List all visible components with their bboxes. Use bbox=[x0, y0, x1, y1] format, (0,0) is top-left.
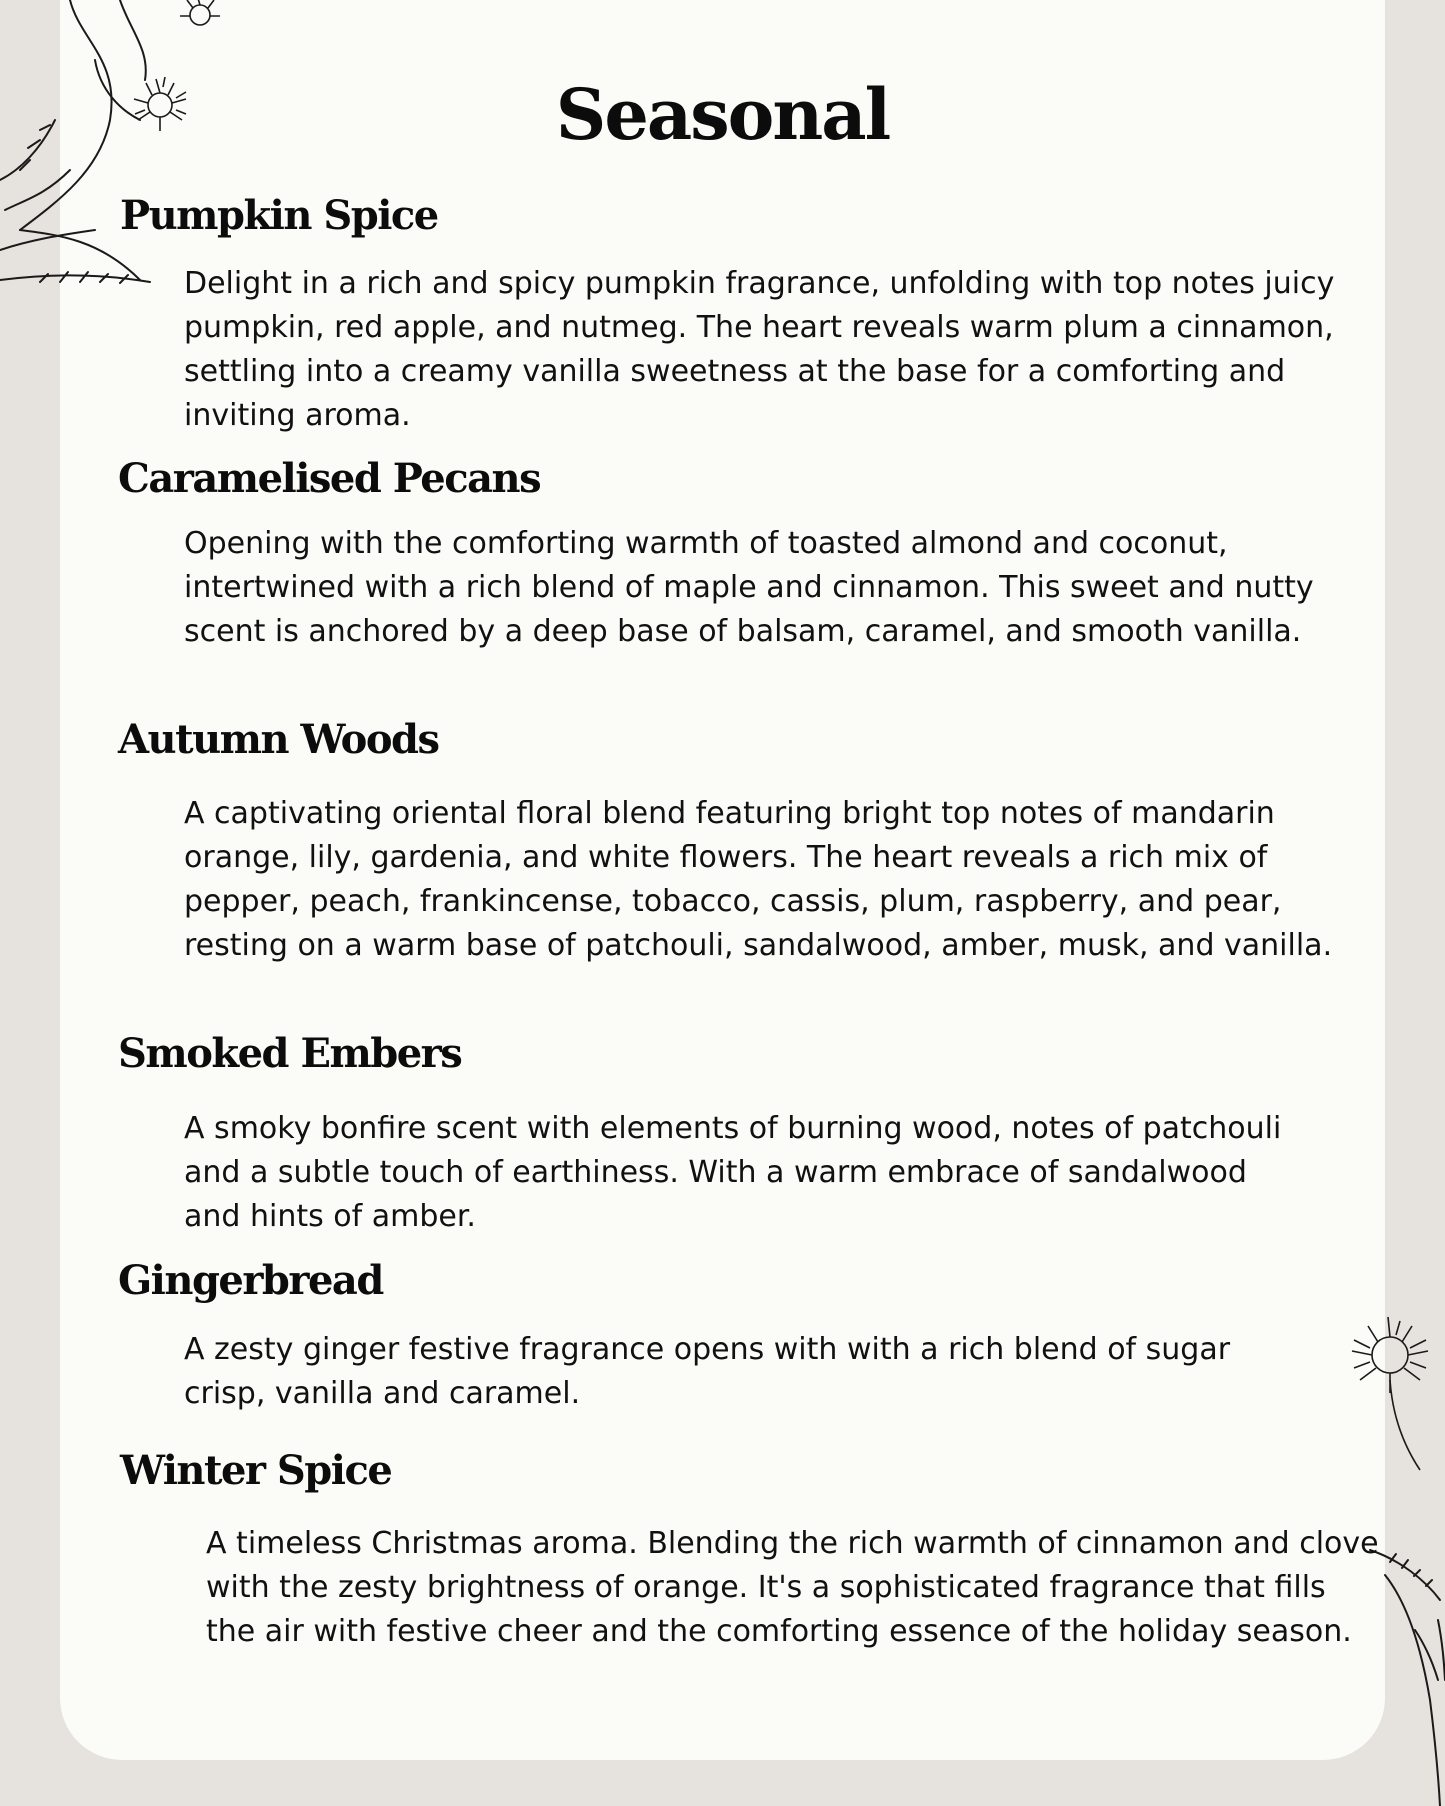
scent-description-winter-spice: A timeless Christmas aroma. Blending the rich warmth of cinnamon and clove with the zesty brightness of orange. It's a sophisticated fragrance that fills the air with festive cheer and the comforting essence of the holiday season. bbox=[206, 1526, 1379, 1649]
scent-name-pumpkin-spice: Pumpkin Spice bbox=[120, 192, 438, 239]
scent-name-autumn-woods: Autumn Woods bbox=[118, 716, 439, 763]
scent-description-autumn-woods: A captivating oriental floral blend featuring bright top notes of mandarin orange, lily, gardenia, and white flowers. The heart reveals a rich mix of pepper, peach, frankincense, tobacco, cassis, plum, raspberry, and pear, resting on a warm base of patchouli, sandalwood, amber, musk, and vanilla. bbox=[184, 796, 1333, 963]
scent-name-gingerbread: Gingerbread bbox=[118, 1257, 383, 1304]
scent-name-winter-spice: Winter Spice bbox=[120, 1447, 392, 1494]
scent-description-gingerbread: A zesty ginger festive fragrance opens with with a rich blend of sugar crisp, vanilla and caramel. bbox=[184, 1332, 1231, 1411]
scent-description-caramelised-pecans: Opening with the comforting warmth of toasted almond and coconut, intertwined with a rich blend of maple and cinnamon. This sweet and nutty scent is anchored by a deep base of balsam, caramel, and smooth vanilla. bbox=[184, 526, 1314, 649]
scent-description-smoked-embers: A smoky bonfire scent with elements of burning wood, notes of patchouli and a subtle touch of earthiness. With a warm embrace of sandalwood and hints of amber. bbox=[184, 1111, 1282, 1234]
scent-name-caramelised-pecans: Caramelised Pecans bbox=[118, 455, 541, 502]
scent-name-smoked-embers: Smoked Embers bbox=[118, 1030, 462, 1077]
scent-description-pumpkin-spice: Delight in a rich and spicy pumpkin fragrance, unfolding with top notes juicy pumpkin, red apple, and nutmeg. The heart reveals warm plum a cinnamon, settling into a creamy vanilla sweetness at the base for a comforting and inviting aroma. bbox=[184, 266, 1335, 433]
page-title: Seasonal bbox=[555, 73, 890, 156]
